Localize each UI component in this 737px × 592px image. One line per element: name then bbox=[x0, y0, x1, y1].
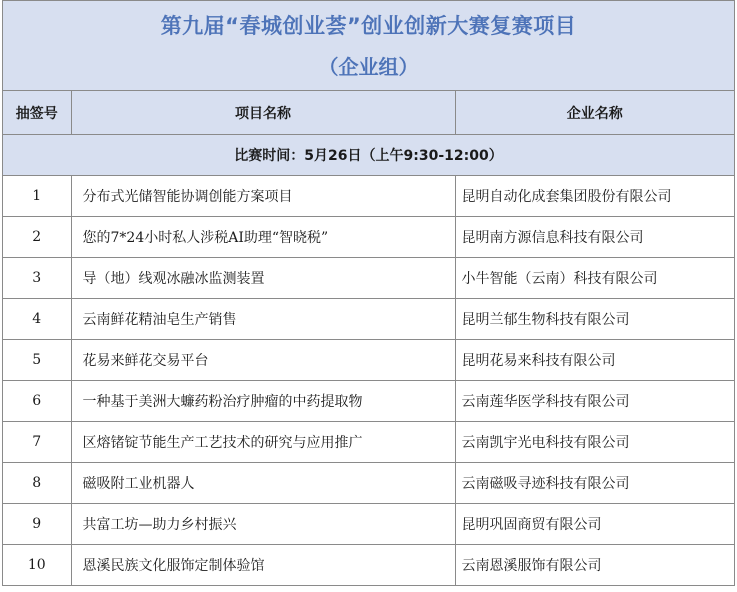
draw-number-cell: 5 bbox=[3, 340, 71, 381]
company-name-cell: 小牛智能（云南）科技有限公司 bbox=[455, 258, 734, 299]
draw-number-cell: 2 bbox=[3, 217, 71, 258]
company-name-cell: 昆明南方源信息科技有限公司 bbox=[455, 217, 734, 258]
project-name-cell: 恩溪民族文化服饰定制体验馆 bbox=[71, 545, 455, 586]
draw-number-cell: 8 bbox=[3, 463, 71, 504]
project-name-cell: 一种基于美洲大蠊药粉治疗肿瘤的中药提取物 bbox=[71, 381, 455, 422]
document-header bbox=[3, 1, 734, 91]
project-name-cell: 磁吸附工业机器人 bbox=[71, 463, 455, 504]
table-header-row bbox=[3, 91, 734, 135]
company-name-cell: 云南莲华医学科技有限公司 bbox=[455, 381, 734, 422]
company-name-cell: 昆明巩固商贸有限公司 bbox=[455, 504, 734, 545]
project-table bbox=[3, 91, 734, 586]
session-row bbox=[3, 135, 734, 176]
document bbox=[2, 0, 735, 586]
table-row bbox=[3, 422, 734, 463]
project-name-cell: 区熔锗锭节能生产工艺技术的研究与应用推广 bbox=[71, 422, 455, 463]
table-row bbox=[3, 340, 734, 381]
project-name-cell: 花易来鲜花交易平台 bbox=[71, 340, 455, 381]
draw-number-cell: 9 bbox=[3, 504, 71, 545]
session-time: 比赛时间：5月26日（上午9:30-12:00） bbox=[3, 135, 734, 176]
company-name-cell: 云南磁吸寻迹科技有限公司 bbox=[455, 463, 734, 504]
company-name-cell: 昆明花易来科技有限公司 bbox=[455, 340, 734, 381]
draw-number-cell: 6 bbox=[3, 381, 71, 422]
column-header-number: 抽签号 bbox=[3, 91, 71, 135]
column-header-company: 企业名称 bbox=[455, 91, 734, 135]
table-row bbox=[3, 299, 734, 340]
table-row bbox=[3, 381, 734, 422]
draw-number-cell: 3 bbox=[3, 258, 71, 299]
project-name-cell: 您的7*24小时私人涉税AI助理“智晓税” bbox=[71, 217, 455, 258]
table-row bbox=[3, 545, 734, 586]
project-name-cell: 分布式光储智能协调创能方案项目 bbox=[71, 176, 455, 217]
draw-number-cell: 1 bbox=[3, 176, 71, 217]
draw-number-cell: 7 bbox=[3, 422, 71, 463]
table-row bbox=[3, 504, 734, 545]
table-row bbox=[3, 258, 734, 299]
project-name-cell: 云南鲜花精油皂生产销售 bbox=[71, 299, 455, 340]
page-title: 第九届“春城创业荟”创业创新大赛复赛项目 bbox=[160, 14, 577, 38]
company-name-cell: 云南凯宇光电科技有限公司 bbox=[455, 422, 734, 463]
draw-number-cell: 4 bbox=[3, 299, 71, 340]
company-name-cell: 云南恩溪服饰有限公司 bbox=[455, 545, 734, 586]
table-row bbox=[3, 463, 734, 504]
company-name-cell: 昆明兰郁生物科技有限公司 bbox=[455, 299, 734, 340]
draw-number-cell: 10 bbox=[3, 545, 71, 586]
project-name-cell: 共富工坊—助力乡村振兴 bbox=[71, 504, 455, 545]
company-name-cell: 昆明自动化成套集团股份有限公司 bbox=[455, 176, 734, 217]
table-row bbox=[3, 176, 734, 217]
table-row bbox=[3, 217, 734, 258]
page-subtitle: （企业组） bbox=[318, 55, 419, 79]
column-header-project: 项目名称 bbox=[71, 91, 455, 135]
project-name-cell: 导（地）线观冰融冰监测装置 bbox=[71, 258, 455, 299]
